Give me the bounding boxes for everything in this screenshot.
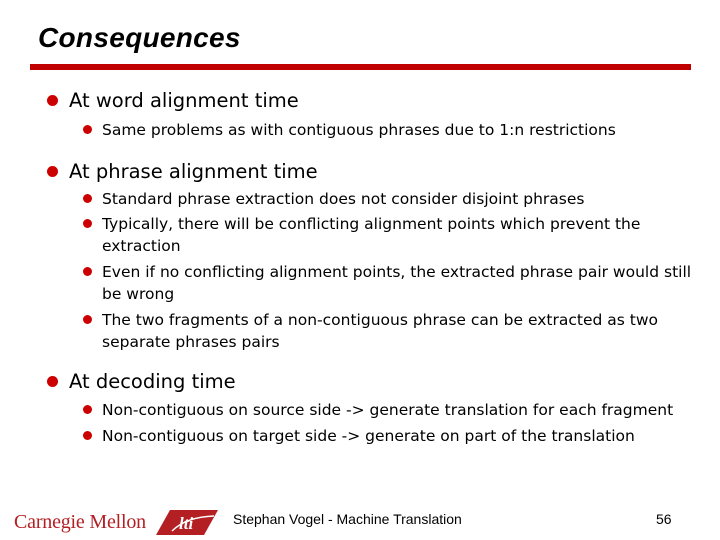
list-item: [102, 188, 702, 210]
lti-logo-icon: [152, 507, 220, 537]
bullet-icon: [47, 95, 58, 106]
section-heading-phrase-alignment: [69, 160, 318, 184]
title-rule: [30, 64, 691, 70]
bullet-icon: [83, 219, 92, 228]
logo-badge-text: lti: [178, 514, 194, 533]
bullet-icon: [83, 405, 92, 414]
section-heading-text: At phrase alignment time: [69, 160, 318, 183]
list-item: [102, 119, 702, 141]
bullet-icon: [47, 166, 58, 177]
bullet-icon: [83, 125, 92, 134]
bullet-icon: [47, 376, 58, 387]
section-heading-text: At word alignment time: [69, 89, 299, 112]
bullet-icon: [83, 431, 92, 440]
bullet-icon: [83, 194, 92, 203]
carnegie-mellon-logo: [14, 507, 220, 537]
list-item-text: Standard phrase extraction does not consider disjoint phrases: [102, 190, 585, 208]
list-item: [102, 309, 702, 353]
footer-author: Stephan Vogel - Machine Translation: [233, 511, 462, 527]
page-number: 56: [656, 511, 672, 527]
list-item-text: Same problems as with contiguous phrases due to 1:n restrictions: [102, 121, 616, 139]
list-item-text: Non-contiguous on target side -> generate on part of the translation: [102, 427, 635, 445]
section-heading-word-alignment: [69, 89, 299, 113]
list-item: [102, 213, 702, 257]
list-item-text: Typically, there will be conflicting alignment points which prevent the extraction: [102, 215, 641, 255]
logo-text: Carnegie Mellon: [14, 510, 146, 533]
list-item-text: The two fragments of a non-contiguous phrase can be extracted as two separate phrases pairs: [102, 311, 658, 351]
section-heading-text: At decoding time: [69, 370, 236, 393]
list-item: [102, 425, 702, 447]
section-heading-decoding: [69, 370, 236, 394]
bullet-icon: [83, 315, 92, 324]
list-item: [102, 261, 702, 305]
list-item-text: Even if no conflicting alignment points, the extracted phrase pair would still be wrong: [102, 263, 692, 303]
list-item: [102, 399, 702, 421]
bullet-icon: [83, 267, 92, 276]
slide-title: Consequences: [38, 22, 241, 53]
list-item-text: Non-contiguous on source side -> generate translation for each fragment: [102, 401, 674, 419]
